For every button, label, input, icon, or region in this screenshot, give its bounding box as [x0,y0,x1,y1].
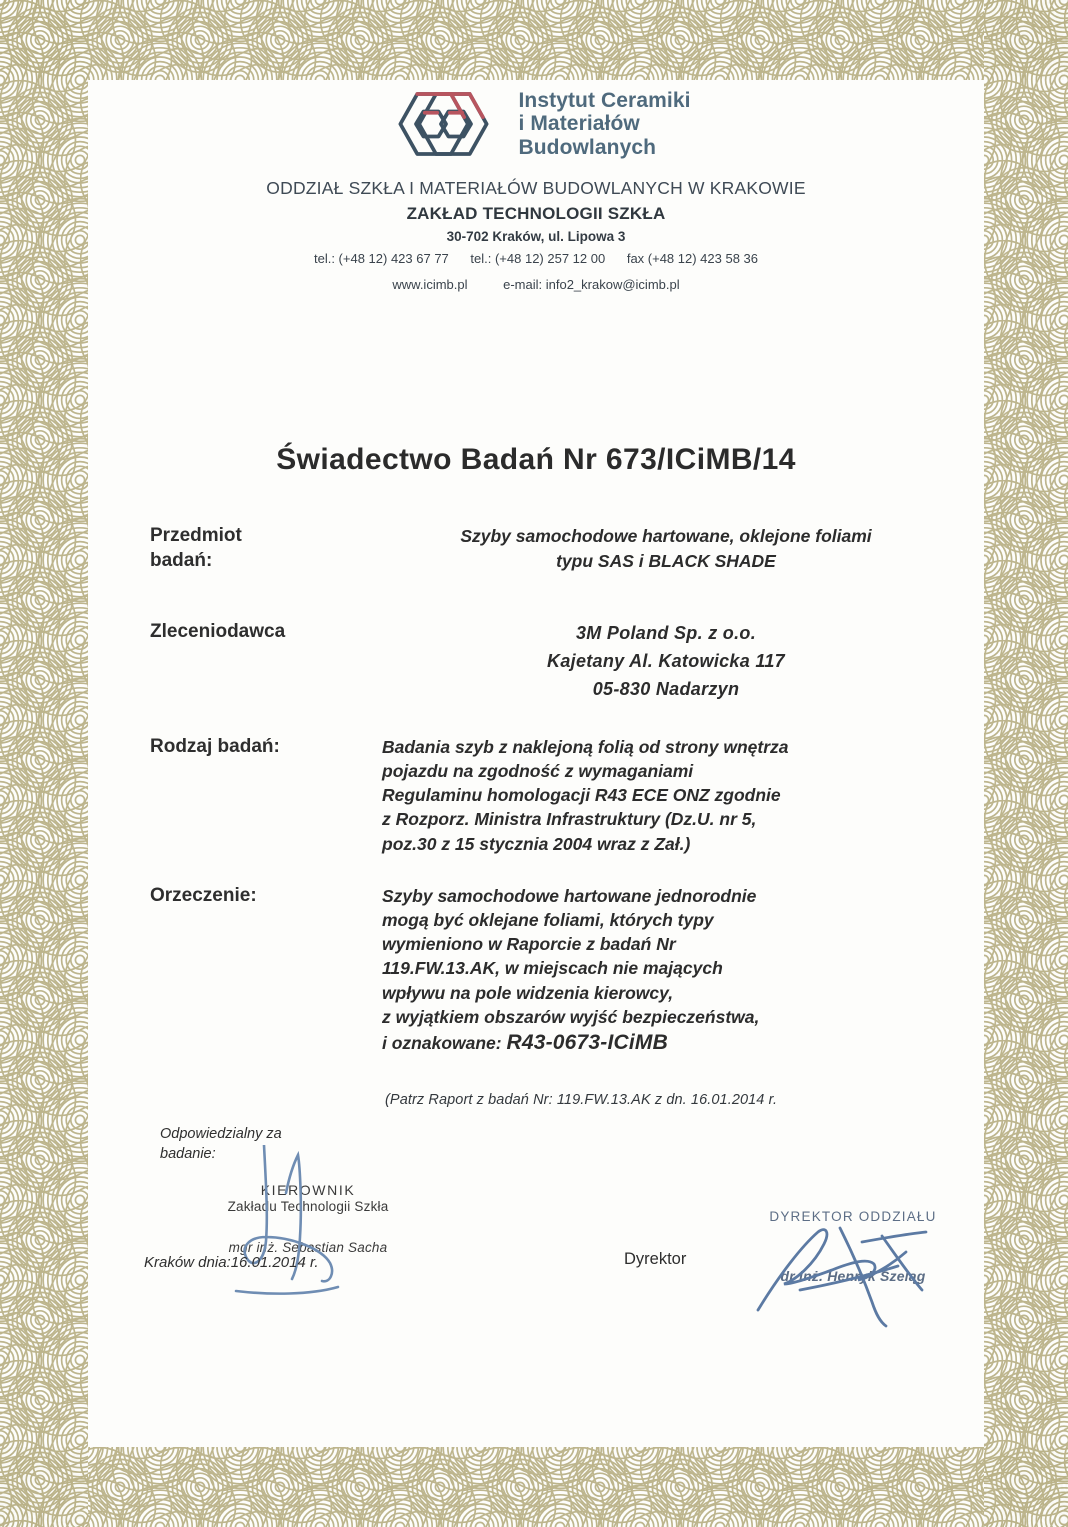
ornamental-border-top [0,0,1068,80]
ornamental-border-left [0,0,88,1527]
manager-title: KIEROWNIK [260,1182,356,1198]
section-rodzaj-badan [150,735,950,856]
page-title: Świadectwo Badań Nr 673/ICiMB/14 [276,443,796,476]
orzeczenie-line: z wyjątkiem obszarów wyjść bezpieczeństwa, [382,1006,760,1027]
logo-line-3: Budowlanych [518,135,657,159]
city-and-date: Kraków dnia:16.01.2014 r. [144,1254,319,1271]
client-name: 3M Poland Sp. z o.o. [575,623,756,643]
marking-prefix: i oznakowane: [382,1032,507,1053]
value-zleceniodawca [382,620,950,704]
label-przedmiot-line2: badań: [150,549,213,571]
email-link[interactable]: e-mail: info2_krakow@icimb.pl [503,277,680,292]
director-role-label: Dyrektor [624,1250,687,1268]
rodzaj-line: z Rozporz. Ministra Infrastruktury (Dz.U. nr 5, [382,809,757,830]
value-orzeczenie [382,884,950,1058]
signature-block-director [728,1209,978,1284]
letterhead [88,80,984,292]
phone-1: tel.: (+48 12) 423 67 77 [313,251,449,266]
orzeczenie-line: wpływu na pole widzenia kierowcy, [382,982,674,1003]
rodzaj-line: Badania szyb z naklejoną folią od strony wnętrza [382,737,789,757]
label-przedmiot [150,524,382,575]
logo-line-1: Instytut Ceramiki [518,88,691,112]
przedmiot-line-1: Szyby samochodowe hartowane, oklejone foliami [460,526,872,546]
orzeczenie-line: 119.FW.13.AK, w miejscach nie mających [382,958,723,979]
fax-number: fax (+48 12) 423 58 36 [626,251,759,266]
manager-name: mgr inż. Sebastian Sacha [228,1240,388,1255]
director-name: dr inż. Henryk Szeląg [780,1268,926,1284]
value-rodzaj-badan [382,735,950,856]
logo-line-2: i Materiałów [518,112,640,136]
orzeczenie-line: Szyby samochodowe hartowane jednorodnie [382,886,757,906]
label-zleceniodawca: Zleceniodawca [150,621,286,642]
responsible-label-line2: badanie: [160,1146,216,1162]
section-zleceniodawca [150,620,950,704]
client-street: Kajetany Al. Katowicka 117 [547,650,785,671]
contact-web [88,277,984,292]
label-przedmiot-line1: Przedmiot [150,525,242,546]
ornamental-border-bottom [0,1447,1068,1527]
logo-wordmark [518,89,690,160]
label-rodzaj-badan: Rodzaj badań: [150,736,280,757]
ornamental-border-right [984,0,1068,1527]
rodzaj-line: Regulaminu homologacji R43 ECE ONZ zgodnie [382,785,781,806]
section-przedmiot [150,524,950,575]
rodzaj-line: pojazdu na zgodność z wymaganiami [382,761,694,782]
branch-line: ODDZIAŁ SZKŁA I MATERIAŁÓW BUDOWLANYCH W KRAKOWIE [266,178,806,198]
value-przedmiot [382,524,950,575]
orzeczenie-line: wymieniono w Raporcie z badań Nr [382,934,676,955]
icimb-logo-icon [381,86,506,162]
orzeczenie-marking-row [382,1029,950,1058]
phone-2: tel.: (+48 12) 257 12 00 [470,251,606,266]
department-line: ZAKŁAD TECHNOLOGII SZKŁA [406,204,666,223]
responsible-label-line1: Odpowiedzialny za [160,1126,282,1142]
przedmiot-line-2: typu SAS i BLACK SHADE [556,551,776,572]
logo-lockup [88,84,984,164]
orzeczenie-line: mogą być oklejane foliami, których typy [382,910,714,931]
label-orzeczenie: Orzeczenie: [150,885,257,906]
contact-phones [88,251,984,266]
section-orzeczenie [150,884,950,1058]
rodzaj-line: poz.30 z 15 stycznia 2004 wraz z Zał.) [382,833,691,854]
responsible-label [160,1124,282,1164]
report-reference-note: (Patrz Raport z badań Nr: 119.FW.13.AK z dn. 16.01.2014 r. [385,1092,778,1108]
approval-marking-code: R43-0673-ICiMB [506,1030,668,1054]
signature-block-manager [143,1182,473,1255]
client-city: 05-830 Nadarzyn [592,678,740,699]
website-link[interactable]: www.icimb.pl [392,277,468,292]
director-title: DYREKTOR ODDZIAŁU [769,1209,937,1224]
manager-subtitle: Zakładu Technologii Szkła [227,1199,389,1214]
address-line: 30-702 Kraków, ul. Lipowa 3 [446,229,626,244]
